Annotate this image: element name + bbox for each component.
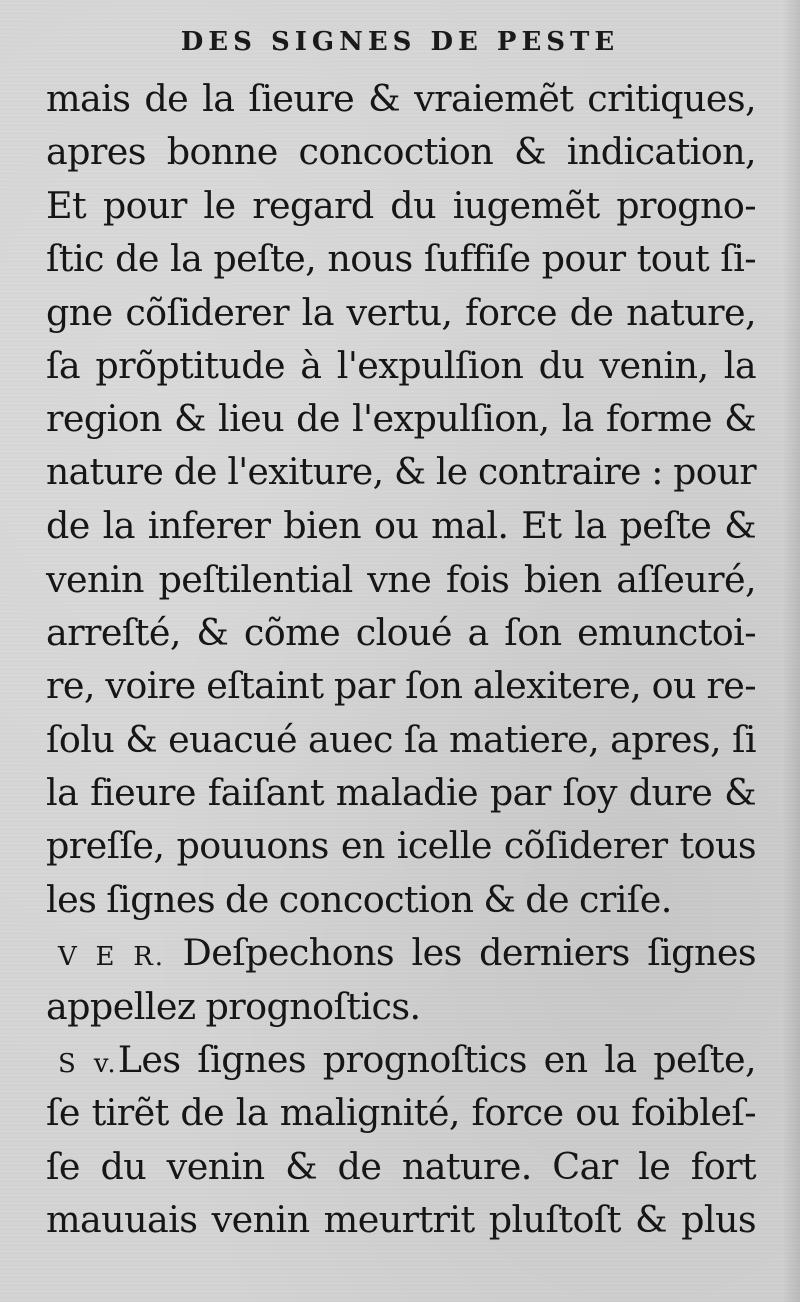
text-line: region & lieu de l'expulſion, la forme &: [46, 397, 756, 441]
text-line: Et pour le regard du iugemẽt progno-: [46, 183, 756, 227]
text-line: nature de l'exiture, & le contraire : pour: [46, 451, 756, 493]
text-line: apres bonne concoction & indication,: [46, 130, 756, 174]
text-line: preſſe, pouuons en icelle cõſiderer tous: [46, 824, 756, 868]
body-text: [46, 72, 756, 1247]
text-line: de la inferer bien ou mal. Et la peſte &: [46, 504, 756, 548]
text-line: la fieure faiſant maladie par ſoy dure &: [46, 771, 756, 815]
text-line: mauuais venin meurtrit pluſtoſt & plus: [46, 1198, 756, 1242]
text-line: re, voire eſtaint par ſon alexitere, ou re-: [46, 664, 756, 708]
page-edge-shadow: [782, 0, 800, 1302]
text-line: mais de la ſieure & vraiemẽt critiques,: [46, 77, 756, 120]
text-line: ſe tirẽt de la malignité, force ou foibleſ-: [46, 1091, 756, 1135]
speaker-label: V E R.: [58, 942, 166, 973]
text-line: arreſté, & cõme cloué a ſon emunctoi-: [46, 610, 756, 654]
text-line: gne cõſiderer la vertu, force de nature,: [46, 290, 756, 334]
text-line: [46, 926, 756, 979]
text-line: les ſignes de concoction & de criſe.: [46, 877, 672, 921]
running-title: DES SIGNES DE PESTE: [180, 27, 620, 57]
text-line: [46, 1033, 756, 1086]
text-line: appellez prognoſtics.: [46, 984, 421, 1028]
text-line: ſolu & euacué auec ſa matiere, apres, ſi: [46, 717, 756, 761]
speaker-label: S v.: [58, 1049, 118, 1080]
text-line: ſa prõptitude à l'expulſion du venin, la: [46, 343, 756, 387]
text-line: venin peſtilential vne fois bien aſſeuré,: [46, 557, 756, 601]
text-line: ſtic de la peſte, nous ſuffiſe pour tout ſi-: [46, 237, 756, 281]
speech-text: Deſpechons les derniers ſignes: [182, 931, 756, 975]
text-line: ſe du venin & de nature. Car le fort: [46, 1144, 756, 1188]
speech-text: Les ſignes prognoſtics en la peſte,: [117, 1038, 756, 1082]
